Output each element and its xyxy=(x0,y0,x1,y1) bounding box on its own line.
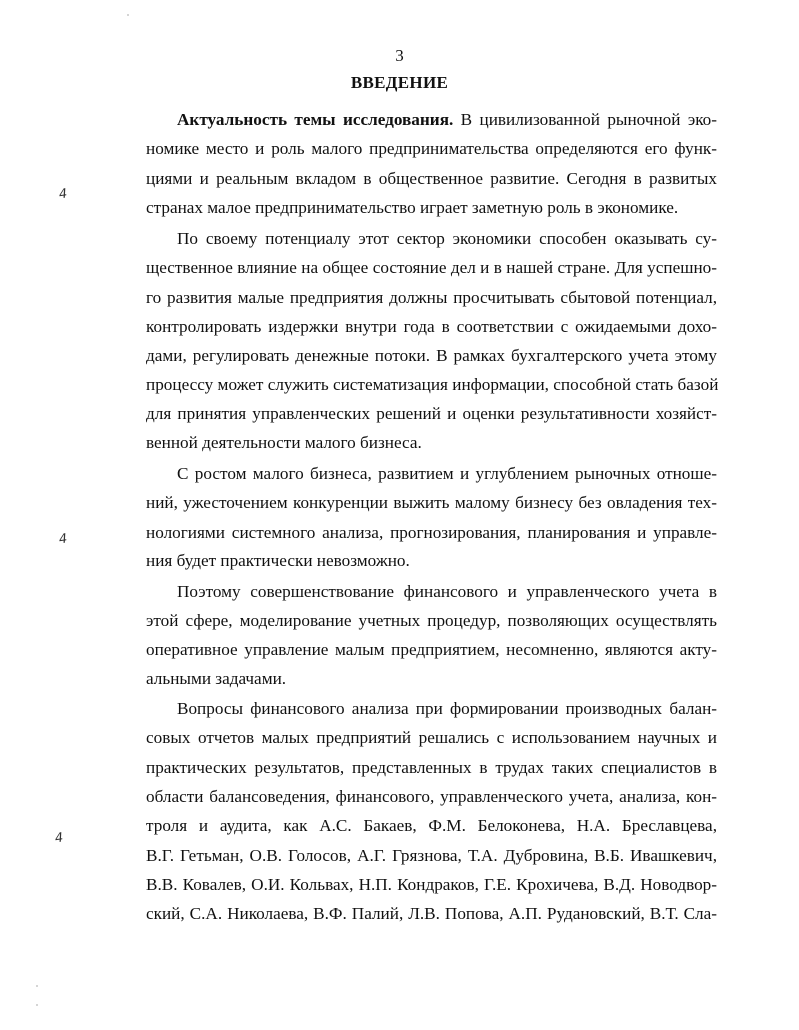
text-line: го развития малые предприятия должны просчитывать сбытовой потенциал, xyxy=(146,288,717,307)
text-line: дами, регулировать денежные потоки. В рамках бухгалтерского учета этому xyxy=(146,346,717,365)
text-line: совых отчетов малых предприятий решались с использованием научных и xyxy=(146,728,717,747)
margin-note: 4 xyxy=(57,531,69,548)
text-line: оперативное управление малым предприятием, несомненно, являются акту- xyxy=(146,640,717,659)
bold-lead: Актуальность темы исследования. xyxy=(177,110,454,129)
text-line: В.В. Ковалев, О.И. Кольвах, Н.П. Кондраков, Г.Е. Крохичева, В.Д. Новодвор- xyxy=(146,875,717,894)
text-line: щественное влияние на общее состояние дел и в нашей стране. Для успешно- xyxy=(146,258,717,277)
text-line: По своему потенциалу этот сектор экономики способен оказывать су- xyxy=(177,229,717,248)
text-line: Актуальность темы исследования. В цивилизованной рыночной эко- xyxy=(177,110,717,129)
margin-note: 4 xyxy=(57,186,69,203)
text-line: В.Г. Гетьман, О.В. Голосов, А.Г. Грязнова, Т.А. Дубровина, В.Б. Ивашкевич, xyxy=(146,846,717,865)
text-line: ния будет практически невозможно. xyxy=(146,551,410,570)
scan-speck xyxy=(36,985,38,987)
text-line: номике место и роль малого предпринимательства определяются его функ- xyxy=(146,139,717,158)
text-line: С ростом малого бизнеса, развитием и углублением рыночных отноше- xyxy=(177,464,717,483)
section-heading: ВВЕДЕНИЕ xyxy=(350,73,449,92)
text-line: альными задачами. xyxy=(146,669,287,688)
text-line: странах малое предпринимательство играет заметную роль в экономике. xyxy=(146,198,679,217)
text-line: практических результатов, представленных в трудах таких специалистов в xyxy=(146,758,717,777)
text-line: Поэтому совершенствование финансового и управленческого учета в xyxy=(177,582,717,601)
text-line: области балансоведения, финансового, управленческого учета, анализа, кон- xyxy=(146,787,717,806)
text-line: этой сфере, моделирование учетных процедур, позволяющих осуществлять xyxy=(146,611,717,630)
scan-speck xyxy=(36,1004,38,1006)
text-line: для принятия управленческих решений и оценки результативности хозяйст- xyxy=(146,404,717,423)
scan-speck xyxy=(127,14,129,16)
text-line: циями и реальным вкладом в общественное развитие. Сегодня в развитых xyxy=(146,169,717,188)
text-line: Вопросы финансового анализа при формировании производных балан- xyxy=(177,699,717,718)
text-line: контролировать издержки внутри года в соответствии с ожидаемыми дохо- xyxy=(146,317,717,336)
text-line: процессу может служить систематизация информации, способной стать базой xyxy=(146,375,719,394)
text-line: венной деятельности малого бизнеса. xyxy=(146,433,422,452)
text-line: нологиями системного анализа, прогнозирования, планирования и управле- xyxy=(146,523,717,542)
margin-note: 4 xyxy=(53,830,65,847)
text-line: троля и аудита, как А.С. Бакаев, Ф.М. Белоконева, Н.А. Бреславцева, xyxy=(146,816,717,835)
page-number: 3 xyxy=(395,46,404,65)
text-line: ний, ужесточением конкуренции выжить малому бизнесу без овладения тех- xyxy=(146,493,717,512)
text-line: ский, С.А. Николаева, В.Ф. Палий, Л.В. Попова, А.П. Рудановский, В.Т. Сла- xyxy=(146,904,717,923)
